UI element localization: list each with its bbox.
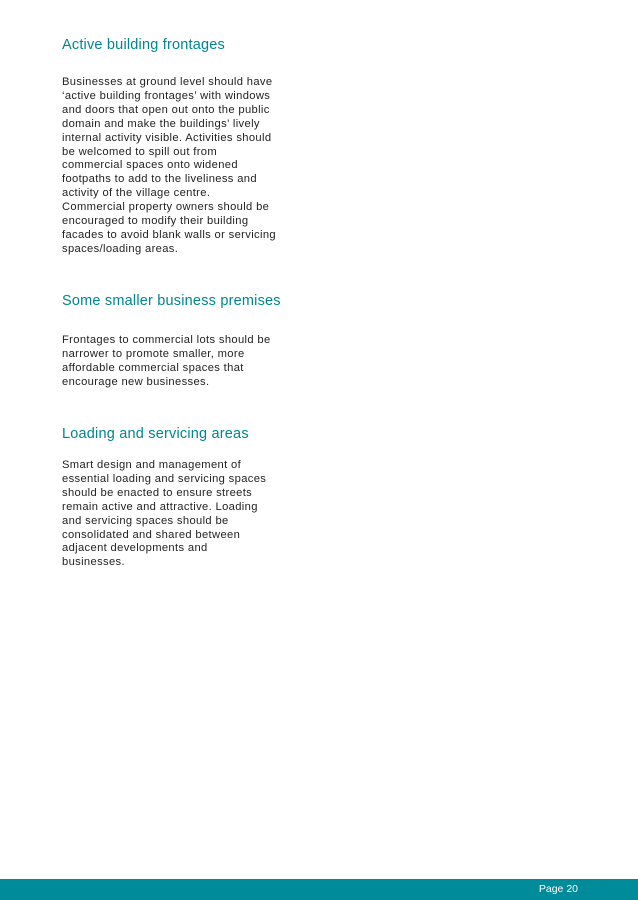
section-heading-loading-areas: Loading and servicing areas <box>62 426 249 442</box>
text-line: activity of the village centre. <box>62 187 211 200</box>
text-line: footpaths to add to the liveliness and <box>62 173 257 186</box>
text-line: domain and make the buildings’ lively <box>62 117 260 130</box>
text-line: facades to avoid blank walls or servicing <box>62 228 276 241</box>
text-line: and servicing spaces should be <box>62 514 229 527</box>
text-line: Businesses at ground level should have <box>62 76 273 88</box>
section-body-active-frontages <box>62 76 276 257</box>
text-line: narrower to promote smaller, more <box>62 347 245 360</box>
text-line: businesses. <box>62 556 125 569</box>
text-line: encourage new businesses. <box>62 375 210 388</box>
text-line: should be enacted to ensure streets <box>62 486 253 499</box>
page-number: Page 20 <box>538 883 578 895</box>
text-line: spaces/loading areas. <box>62 242 179 255</box>
text-line: adjacent developments and <box>62 542 208 555</box>
section-body-loading-areas <box>62 459 266 570</box>
text-line: affordable commercial spaces that <box>62 361 244 374</box>
text-line: ‘active building frontages’ with windows <box>62 89 271 102</box>
text-line: remain active and attractive. Loading <box>62 500 258 513</box>
text-line: consolidated and shared between <box>62 528 241 541</box>
text-line: Commercial property owners should be <box>62 201 270 214</box>
text-line: commercial spaces onto widened <box>62 159 238 172</box>
text-line: be welcomed to spill out from <box>62 145 218 158</box>
text-line: essential loading and servicing spaces <box>62 472 267 485</box>
section-heading-active-frontages: Active building frontages <box>62 37 225 53</box>
footer-bar <box>0 879 638 900</box>
text-line: Frontages to commercial lots should be <box>62 334 271 346</box>
text-line: internal activity visible. Activities should <box>62 131 272 144</box>
section-heading-smaller-premises: Some smaller business premises <box>62 293 281 309</box>
section-body-smaller-premises <box>62 334 271 390</box>
text-line: Smart design and management of <box>62 459 242 471</box>
text-line: and doors that open out onto the public <box>62 103 270 116</box>
text-line: encouraged to modify their building <box>62 215 249 228</box>
